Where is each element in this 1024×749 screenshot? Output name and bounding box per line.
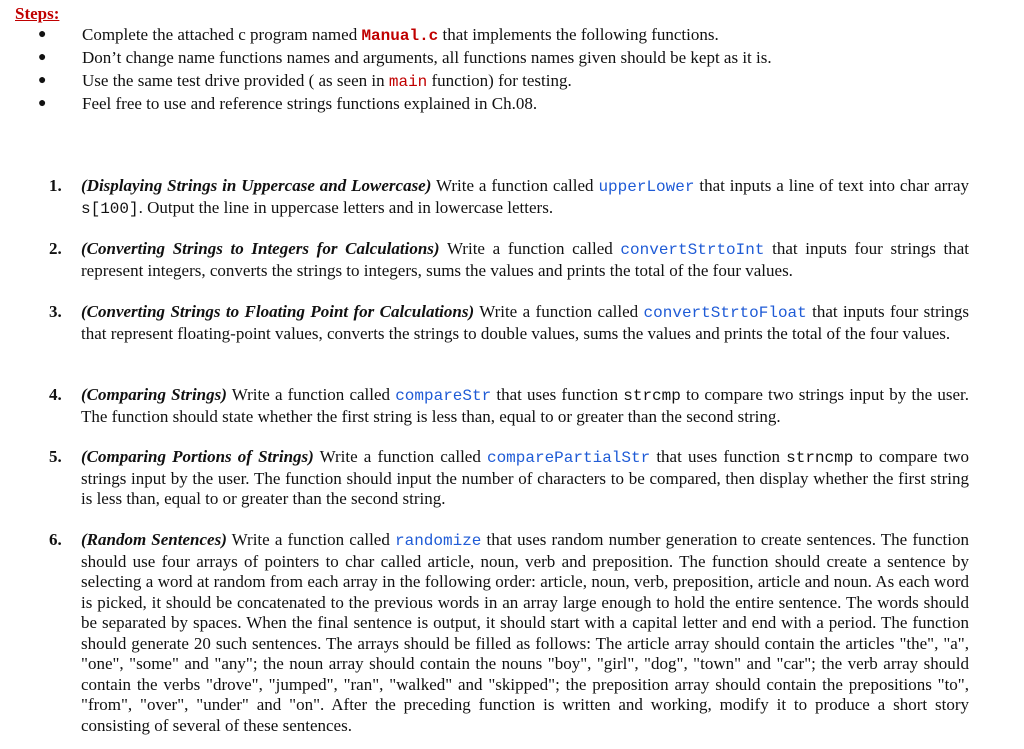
task-body: Write a function called xyxy=(474,302,644,321)
task-text xyxy=(81,530,969,736)
task-text xyxy=(81,302,969,344)
step-text: that implements the following functions. xyxy=(438,25,719,44)
library-function-code: strncmp xyxy=(786,449,854,467)
task-body: Write a function called xyxy=(313,447,487,466)
task-body: that uses function xyxy=(491,385,624,404)
function-name-code: comparePartialStr xyxy=(486,449,651,467)
task-title: (Converting Strings to Integers for Calculations) xyxy=(81,239,440,258)
step-item xyxy=(0,23,1000,46)
task-text xyxy=(81,239,969,281)
task-title: (Converting Strings to Floating Point for Calculations) xyxy=(81,302,475,321)
task-text xyxy=(81,385,969,427)
step-item xyxy=(0,69,1000,92)
step-text: function) for testing. xyxy=(427,71,572,90)
task-body: Write a function called xyxy=(226,385,396,404)
task-number: 4. xyxy=(49,385,62,404)
bullet-icon: ● xyxy=(38,27,47,42)
task-text xyxy=(81,176,969,219)
task-body: to compare two strings input by the user. The function should state whether the first string is less than, equal to or greater than the second string. xyxy=(81,385,970,426)
main-code: main xyxy=(388,73,428,91)
task-body: . Output the line in uppercase letters and in lowercase letters. xyxy=(138,197,554,217)
task-body: that uses function xyxy=(650,447,787,466)
library-function-code: strcmp xyxy=(623,387,681,405)
task-number: 2. xyxy=(49,239,62,258)
task-body: that inputs four strings that represent floating-point values, converts the strings to double values, sums the values and prints the total of the four values. xyxy=(81,302,969,343)
steps-heading: Steps: xyxy=(15,4,60,23)
task-title: (Random Sentences) xyxy=(81,530,227,549)
function-name-code: upperLower xyxy=(598,178,695,196)
task-number: 6. xyxy=(49,530,62,549)
function-name-code: convertStrtoInt xyxy=(620,241,765,259)
step-item xyxy=(0,46,1000,69)
step-text: Don’t change name functions names and arguments, all functions names given should be kept as it is. xyxy=(82,48,772,67)
task-body: that inputs four strings that represent integers, converts the strings to integers, sums the values and prints the total of the four values. xyxy=(81,239,969,280)
function-name-code: randomize xyxy=(394,532,482,550)
function-name-code: compareStr xyxy=(395,387,492,405)
step-text: Use the same test drive provided ( as seen in xyxy=(82,71,389,90)
task-body: Write a function called xyxy=(226,530,395,549)
function-name-code: convertStrtoFloat xyxy=(643,304,807,322)
task-number: 3. xyxy=(49,302,62,321)
bullet-icon: ● xyxy=(38,96,47,111)
task-body: Write a function called xyxy=(431,176,599,195)
bullet-icon: ● xyxy=(38,73,47,88)
task-body: that inputs a line of text into char array xyxy=(694,176,969,195)
task-body: Write a function called xyxy=(439,239,621,258)
task-title: (Comparing Strings) xyxy=(81,385,227,404)
steps-list xyxy=(0,23,1000,115)
filename-code: Manual.c xyxy=(361,27,439,45)
task-number: 5. xyxy=(49,447,62,466)
step-item xyxy=(0,92,1000,115)
task-body: to compare two strings input by the user. The function should input the number of characters to be compared, then display whether the first string is less than, equal to or greater than the second string. xyxy=(81,447,969,508)
step-text: Complete the attached c program named xyxy=(82,25,362,44)
task-number: 1. xyxy=(49,176,62,195)
step-text: Feel free to use and reference strings functions explained in Ch.08. xyxy=(82,94,538,113)
task-body: that uses random number generation to create sentences. The function should use four arrays of pointers to char called article, noun, verb and preposition. The function should create a sentence by selecting a word at random from each array in the following order: article, noun, verb, preposition, article and noun. As each word is picked, it should be concatenated to the previous words in an array large enough to hold the entire sentence. The words should be separated by spaces. When the final sentence is output, it should start with a capital letter and end with a period. The function should generate 20 such sentences. The arrays should be filled as follows: The article array should contain the articles "the", "a", "one", "some" and "any"; the noun array should contain the nouns "boy", "girl", "dog", "town" and "car"; the verb array should contain the verbs "drove", "jumped", "ran", "walked" and "skipped"; the preposition array should contain the prepositions "to", "from", "over", "under" and "on". After the preceding function is written and working, modify it to produce a short story consisting of several of these sentences. xyxy=(81,530,969,735)
bullet-icon: ● xyxy=(38,50,47,65)
array-code: s[100] xyxy=(81,199,139,218)
task-text xyxy=(81,447,969,510)
task-title: (Comparing Portions of Strings) xyxy=(81,447,314,466)
task-title: (Displaying Strings in Uppercase and Lowercase) xyxy=(81,176,432,195)
